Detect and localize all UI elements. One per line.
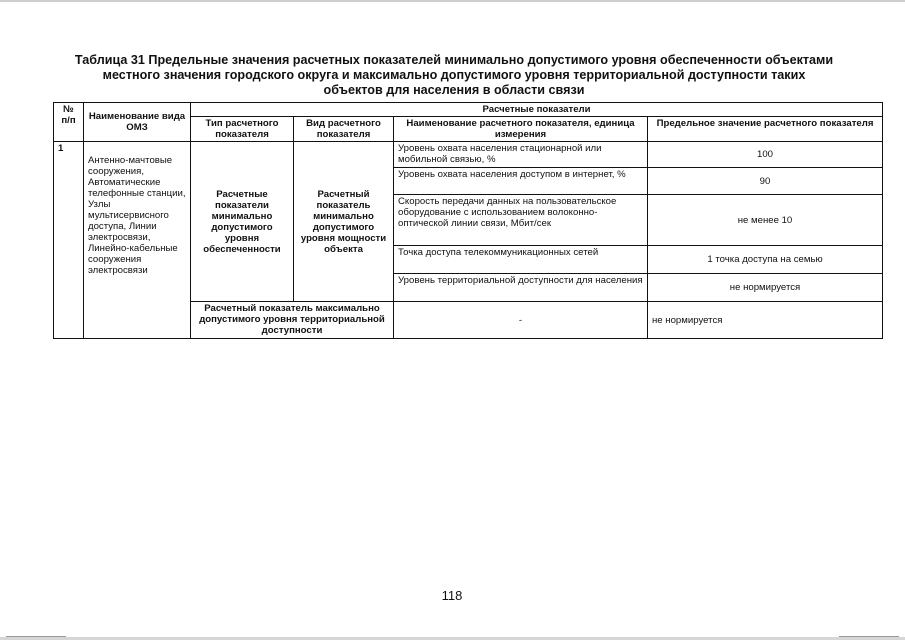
table-row	[54, 142, 883, 168]
indicator-cell: -	[394, 302, 648, 339]
value-cell: 100	[648, 142, 883, 168]
row-number: 1	[54, 142, 84, 339]
header-kind: Вид расчетного показателя	[294, 117, 394, 142]
indicator-cell: Уровень территориальной доступности для населения	[394, 274, 648, 302]
kind-min-cell: Расчетный показатель минимально допустимого уровня мощности объекта	[294, 142, 394, 302]
omz-name-cell: Антенно-мачтовые сооружения, Автоматические телефонные станции, Узлы мультисервисного доступа, Линии электросвязи, Линейно-кабельные сооружения электросвязи	[84, 142, 191, 339]
header-limit: Предельное значение расчетного показателя	[648, 117, 883, 142]
indicator-cell: Точка доступа телекоммуникационных сетей	[394, 246, 648, 274]
title-line-2: местного значения городского округа и максимально допустимого уровня территориальной доступности таких	[102, 68, 806, 82]
value-cell: не менее 10	[648, 195, 883, 246]
header-row-1	[54, 103, 883, 117]
scan-mark-left	[6, 636, 66, 637]
type-max-cell: Расчетный показатель максимально допустимого уровня территориальной доступности	[191, 302, 394, 339]
header-num: № п/п	[54, 103, 84, 142]
indicator-cell: Скорость передачи данных на пользовательское оборудование с использованием волоконно-оптической линии связи, Мбит/сек	[394, 195, 648, 246]
title-line-1: Таблица 31 Предельные значения расчетных показателей минимально допустимого уровня обеспеченности объектами	[74, 53, 834, 67]
value-cell: не нормируется	[648, 302, 883, 339]
title-line-3: объектов для населения в области связи	[323, 83, 585, 97]
indicator-cell: Уровень охвата населения доступом в интернет, %	[394, 168, 648, 195]
value-cell: не нормируется	[648, 274, 883, 302]
header-group: Расчетные показатели	[191, 103, 883, 117]
value-cell: 90	[648, 168, 883, 195]
scan-mark-right	[839, 636, 899, 637]
value-cell: 1 точка доступа на семью	[648, 246, 883, 274]
indicator-cell: Уровень охвата населения стационарной или мобильной связью, %	[394, 142, 648, 168]
type-min-cell: Расчетные показатели минимально допустимого уровня обеспеченности	[191, 142, 294, 302]
header-type: Тип расчетного показателя	[191, 117, 294, 142]
scan-edge-top	[0, 0, 905, 2]
table-title	[40, 53, 868, 98]
header-omz-name: Наименование вида ОМЗ	[84, 103, 191, 142]
page-number: 118	[441, 588, 463, 603]
indicators-table	[53, 102, 883, 339]
header-indicator: Наименование расчетного показателя, единица измерения	[394, 117, 648, 142]
